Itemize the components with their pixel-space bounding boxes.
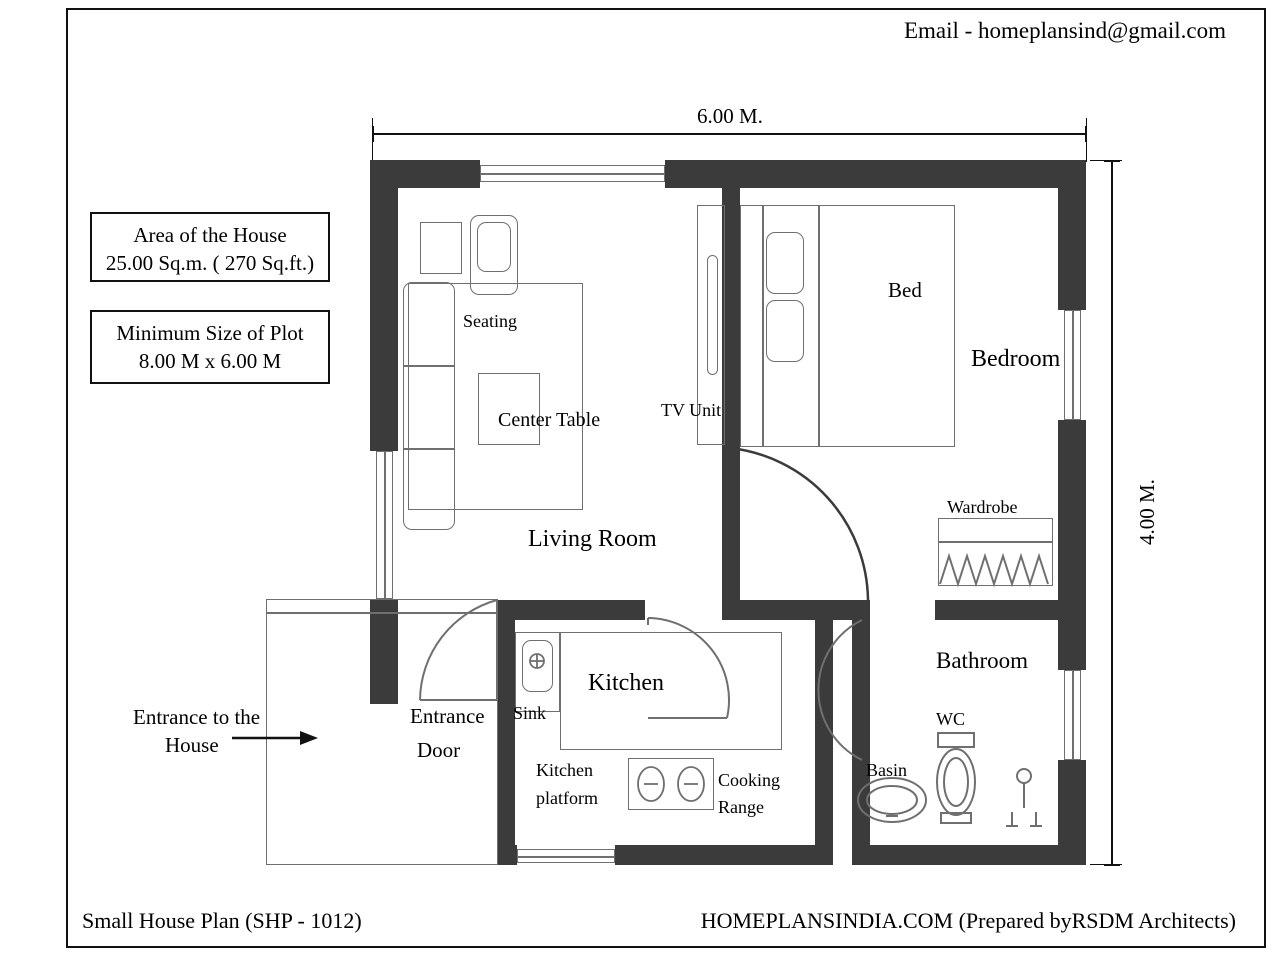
footer-credit: HOMEPLANSINDIA.COM (Prepared byRSDM Architects) xyxy=(700,908,1236,933)
wall-bottom-left xyxy=(497,845,517,865)
wall-bottom-bathroom xyxy=(852,845,1086,865)
right-dimension-line xyxy=(1111,160,1113,865)
wall-bedroom-bottom-left xyxy=(722,600,870,620)
kitchen-platform-label-1: Kitchen xyxy=(536,760,593,780)
tv-unit-label: TV Unit xyxy=(661,400,722,420)
top-ext-left xyxy=(372,118,373,162)
info-box-plot xyxy=(90,310,330,384)
wardrobe-top-line xyxy=(938,541,1053,543)
window-bathroom-right-mullion xyxy=(1072,670,1074,760)
bedroom-label: Bedroom xyxy=(971,346,1061,372)
top-dimension-line xyxy=(372,133,1086,135)
right-ext-bottom xyxy=(1090,864,1122,865)
footer-plan-code: Small House Plan (SHP - 1012) xyxy=(82,908,362,933)
wardrobe xyxy=(938,518,1053,586)
kitchen-platform-outline xyxy=(560,632,782,750)
kitchen-label: Kitchen xyxy=(588,670,664,696)
bed-headboard-line xyxy=(762,205,764,447)
wc-label: WC xyxy=(936,709,965,729)
tv-panel xyxy=(707,255,718,375)
cooking-range-label-2: Range xyxy=(718,797,764,817)
cooking-range xyxy=(628,758,714,810)
right-dimension-label: 4.00 M. xyxy=(1135,479,1159,545)
window-living-top-mullion xyxy=(480,173,665,175)
info-box-area xyxy=(90,212,330,282)
sink-label: Sink xyxy=(513,703,547,723)
info-plot-line2: 8.00 M x 6.00 M xyxy=(138,349,282,374)
wall-kitchen-left xyxy=(497,620,515,865)
entrance-to-house-label-1: Entrance to the xyxy=(133,705,261,729)
email-label: Email - homeplansind@gmail.com xyxy=(903,18,1226,43)
center-table-label: Center Table xyxy=(498,409,601,431)
wall-bedroom-bottom-right xyxy=(935,600,1086,620)
entrance-to-house-label-2: House xyxy=(165,733,219,757)
sink-basin xyxy=(522,640,553,692)
window-bedroom-right-mullion xyxy=(1072,310,1074,420)
info-area-line1: Area of the House xyxy=(133,223,287,247)
armchair-right-inner xyxy=(477,222,511,272)
wall-kitchen-top-left xyxy=(497,600,645,620)
basin-label: Basin xyxy=(866,760,908,780)
seating-label: Seating xyxy=(463,311,517,331)
info-area-line2: 25.00 Sq.m. ( 270 Sq.ft.) xyxy=(105,251,315,276)
entrance-court xyxy=(266,599,498,865)
wall-right-mid xyxy=(1058,420,1086,670)
wall-right-upper xyxy=(1058,188,1086,310)
wall-top-left xyxy=(370,160,480,188)
window-living-left-mullion xyxy=(384,451,386,599)
living-room-label: Living Room xyxy=(528,526,657,552)
pillow-bottom xyxy=(766,300,804,362)
wall-top-right xyxy=(665,160,1086,188)
bed-sheet-fold xyxy=(818,205,820,447)
top-ext-right xyxy=(1086,118,1087,162)
right-ext-top xyxy=(1090,160,1122,161)
wall-left-upper xyxy=(370,188,398,451)
wall-kitchen-right xyxy=(815,600,833,865)
pillow-top xyxy=(766,232,804,294)
armchair-left xyxy=(420,222,462,274)
entrance-door-label-2: Door xyxy=(417,738,461,762)
cooking-range-label-1: Cooking xyxy=(718,770,781,790)
bed-label: Bed xyxy=(888,278,922,302)
entrance-door-label-1: Entrance xyxy=(410,704,485,728)
bathroom-label: Bathroom xyxy=(936,648,1028,673)
top-dimension-label: 6.00 M. xyxy=(697,104,763,128)
wall-bathroom-left xyxy=(852,620,870,865)
wall-bottom-kitchen xyxy=(615,845,833,865)
window-kitchen-bottom-mullion xyxy=(517,856,615,858)
entrance-court-inner-line xyxy=(266,612,498,614)
info-plot-line1: Minimum Size of Plot xyxy=(116,321,304,345)
kitchen-platform-label-2: platform xyxy=(536,788,598,808)
wardrobe-label: Wardrobe xyxy=(947,497,1018,517)
